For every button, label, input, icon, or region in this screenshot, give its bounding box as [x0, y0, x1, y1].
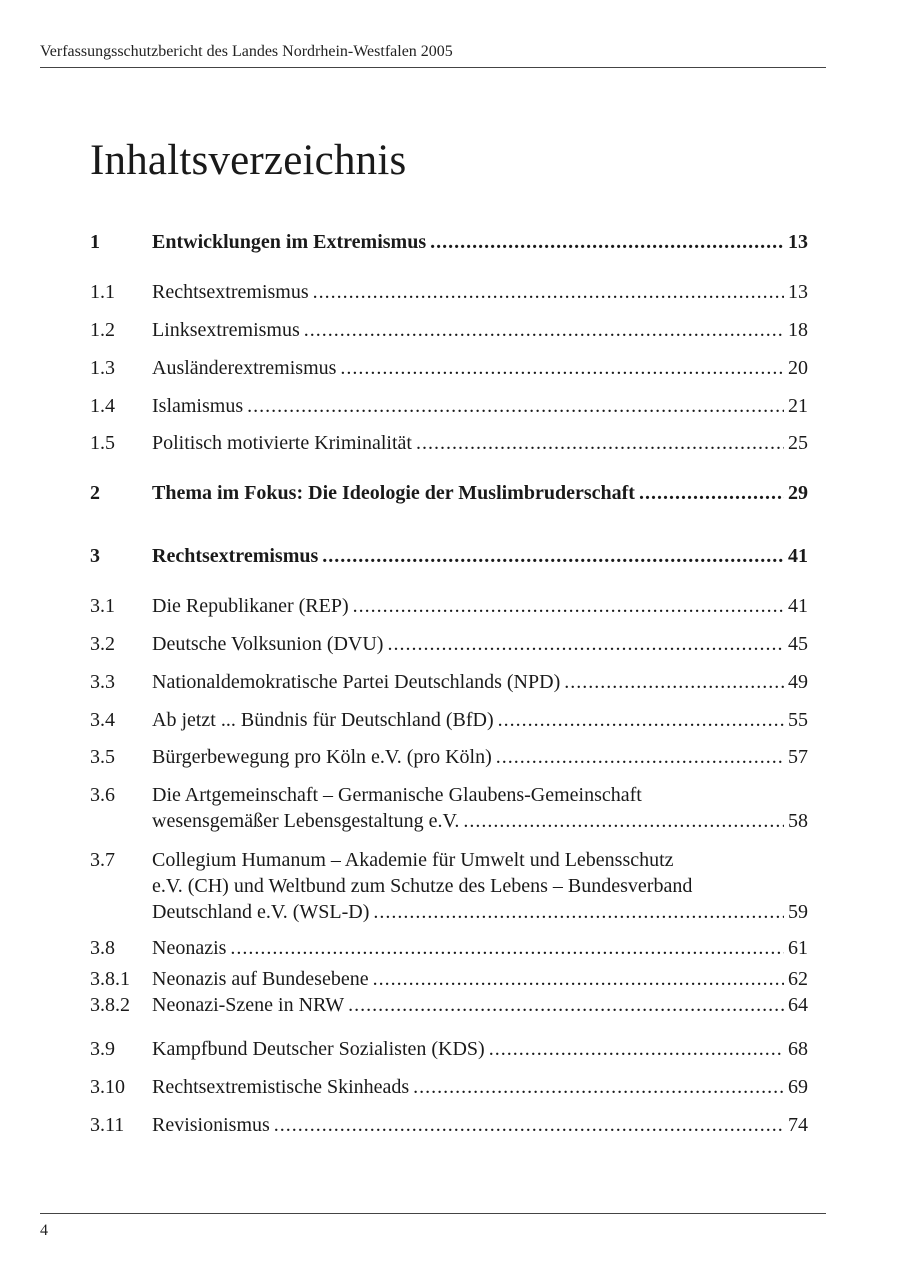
- toc-entry-number: 3.8: [90, 937, 115, 959]
- toc-entry-number: 3.9: [90, 1038, 115, 1060]
- toc-entry-number: 1.5: [90, 432, 115, 454]
- toc-entry-number: 2: [90, 482, 100, 504]
- toc-entry-page: 18: [788, 319, 808, 341]
- toc-chapter-entry[interactable]: [90, 229, 808, 255]
- toc-entry-page: 41: [788, 595, 808, 617]
- dot-leader: [247, 393, 784, 419]
- toc-entry-page: 64: [788, 994, 808, 1016]
- toc-entry-number: 1.2: [90, 319, 115, 341]
- toc-entry-page: 57: [788, 746, 808, 768]
- dot-leader: [430, 229, 784, 255]
- dot-leader: [498, 707, 784, 733]
- toc-entry-title: Nationaldemokratische Partei Deutschlands (NPD): [152, 671, 561, 693]
- toc-entry-title: Islamismus: [152, 395, 244, 417]
- toc-entry-title: Collegium Humanum – Akademie für Umwelt und Lebensschutz: [152, 849, 674, 871]
- toc-entry-title: Neonazi-Szene in NRW: [152, 994, 345, 1016]
- toc-entry-page: 49: [788, 671, 808, 693]
- page-number: 4: [40, 1222, 48, 1239]
- dot-leader: [313, 279, 784, 305]
- toc-entry-number: 3.1: [90, 595, 115, 617]
- toc-entry-number: 3.3: [90, 671, 115, 693]
- toc-entry-title: Die Republikaner (REP): [152, 595, 349, 617]
- header-rule: [40, 67, 826, 68]
- toc-entry-page: 13: [788, 281, 808, 303]
- dot-leader: [322, 543, 784, 569]
- toc-entry-title: Kampfbund Deutscher Sozialisten (KDS): [152, 1038, 485, 1060]
- dot-leader: [639, 480, 784, 506]
- toc-entry-page: 55: [788, 709, 808, 731]
- toc-section-entry[interactable]: [90, 1074, 808, 1100]
- toc-entry-number: 3.7: [90, 849, 115, 871]
- toc-entry-title: Ab jetzt ... Bündnis für Deutschland (BfD): [152, 709, 494, 731]
- dot-leader: [340, 355, 784, 381]
- toc-entry-title: Rechtsextremismus: [152, 281, 309, 303]
- toc-entry-title: Politisch motivierte Kriminalität: [152, 432, 412, 454]
- toc-entry-number: 3.8.1: [90, 968, 130, 990]
- dot-leader: [416, 430, 784, 456]
- dot-leader: [348, 992, 784, 1018]
- toc-section-entry[interactable]: [90, 355, 808, 381]
- toc-entry-title: Neonazis auf Bundesebene: [152, 968, 369, 990]
- toc-entry-number: 3: [90, 545, 100, 567]
- toc-entry-number: 1.4: [90, 395, 115, 417]
- dot-leader: [373, 899, 784, 925]
- toc-section-entry[interactable]: [90, 669, 808, 695]
- toc-entry-page: 68: [788, 1038, 808, 1060]
- dot-leader: [387, 631, 784, 657]
- toc-entry-number: 3.6: [90, 784, 115, 806]
- toc-entry-page: 45: [788, 633, 808, 655]
- toc-entry-number: 1: [90, 231, 100, 253]
- toc-entry-title: Ausländerextremismus: [152, 357, 337, 379]
- toc-section-entry[interactable]: [90, 279, 808, 305]
- toc-section-entry[interactable]: [90, 782, 808, 834]
- toc-entry-page: 29: [788, 482, 808, 504]
- toc-entry-page: 59: [788, 901, 808, 923]
- toc-section-entry[interactable]: [90, 847, 808, 925]
- toc-section-entry[interactable]: [90, 992, 808, 1018]
- toc-entry-page: 58: [788, 810, 808, 832]
- toc-section-entry[interactable]: [90, 744, 808, 770]
- toc-entry-number: 3.4: [90, 709, 115, 731]
- toc-entry-page: 25: [788, 432, 808, 454]
- dot-leader: [496, 744, 784, 770]
- running-header: Verfassungsschutzbericht des Landes Nordrhein-Westfalen 2005: [40, 43, 453, 60]
- toc-section-entry[interactable]: [90, 935, 808, 961]
- toc-section-entry[interactable]: [90, 317, 808, 343]
- dot-leader: [564, 669, 784, 695]
- toc-entry-number: 1.3: [90, 357, 115, 379]
- toc-entry-title: wesensgemäßer Lebensgestaltung e.V.: [152, 810, 460, 832]
- toc-entry-page: 62: [788, 968, 808, 990]
- toc-entry-title: Entwicklungen im Extremismus: [152, 231, 427, 253]
- toc-entry-title: Rechtsextremistische Skinheads: [152, 1076, 410, 1098]
- toc-entry-page: 13: [788, 231, 808, 253]
- toc-entry-page: 69: [788, 1076, 808, 1098]
- toc-section-entry[interactable]: [90, 1036, 808, 1062]
- toc-section-entry[interactable]: [90, 430, 808, 456]
- toc-entry-number: 3.8.2: [90, 994, 130, 1016]
- toc-section-entry[interactable]: [90, 393, 808, 419]
- toc-entry-title: Linksextremismus: [152, 319, 300, 341]
- toc-entry-number: 3.2: [90, 633, 115, 655]
- toc-entry-title: Rechtsextremismus: [152, 545, 319, 567]
- toc-entry-title: Revisionismus: [152, 1114, 270, 1136]
- toc-entry-title: Deutsche Volksunion (DVU): [152, 633, 384, 655]
- toc-entry-title: Thema im Fokus: Die Ideologie der Muslimbruderschaft: [152, 482, 635, 504]
- toc-entry-number: 1.1: [90, 281, 115, 303]
- toc-section-entry[interactable]: [90, 593, 808, 619]
- toc-chapter-entry[interactable]: [90, 480, 808, 506]
- dot-leader: [373, 966, 784, 992]
- toc-entry-title: e.V. (CH) und Weltbund zum Schutze des Lebens – Bundesverband: [152, 875, 693, 897]
- dot-leader: [489, 1036, 784, 1062]
- dot-leader: [304, 317, 784, 343]
- toc-entry-title: Bürgerbewegung pro Köln e.V. (pro Köln): [152, 746, 492, 768]
- toc-section-entry[interactable]: [90, 1112, 808, 1138]
- dot-leader: [413, 1074, 784, 1100]
- dot-leader: [463, 808, 784, 834]
- dot-leader: [230, 935, 784, 961]
- dot-leader: [353, 593, 784, 619]
- toc-entry-title: Neonazis: [152, 937, 227, 959]
- toc-entry-page: 41: [788, 545, 808, 567]
- page-title: Inhaltsverzeichnis: [90, 137, 407, 184]
- toc-entry-page: 20: [788, 357, 808, 379]
- toc-entry-page: 74: [788, 1114, 808, 1136]
- toc-section-entry[interactable]: [90, 707, 808, 733]
- toc-section-entry[interactable]: [90, 631, 808, 657]
- footer-rule: [40, 1213, 826, 1214]
- toc-entry-number: 3.5: [90, 746, 115, 768]
- toc-entry-title: Die Artgemeinschaft – Germanische Glaubens-Gemeinschaft: [152, 784, 642, 806]
- toc-entry-page: 61: [788, 937, 808, 959]
- toc-entry-page: 21: [788, 395, 808, 417]
- toc-chapter-entry[interactable]: [90, 543, 808, 569]
- dot-leader: [274, 1112, 784, 1138]
- toc-entry-title: Deutschland e.V. (WSL-D): [152, 901, 370, 923]
- toc-section-entry[interactable]: [90, 966, 808, 992]
- toc-entry-number: 3.11: [90, 1114, 125, 1136]
- toc-entry-number: 3.10: [90, 1076, 125, 1098]
